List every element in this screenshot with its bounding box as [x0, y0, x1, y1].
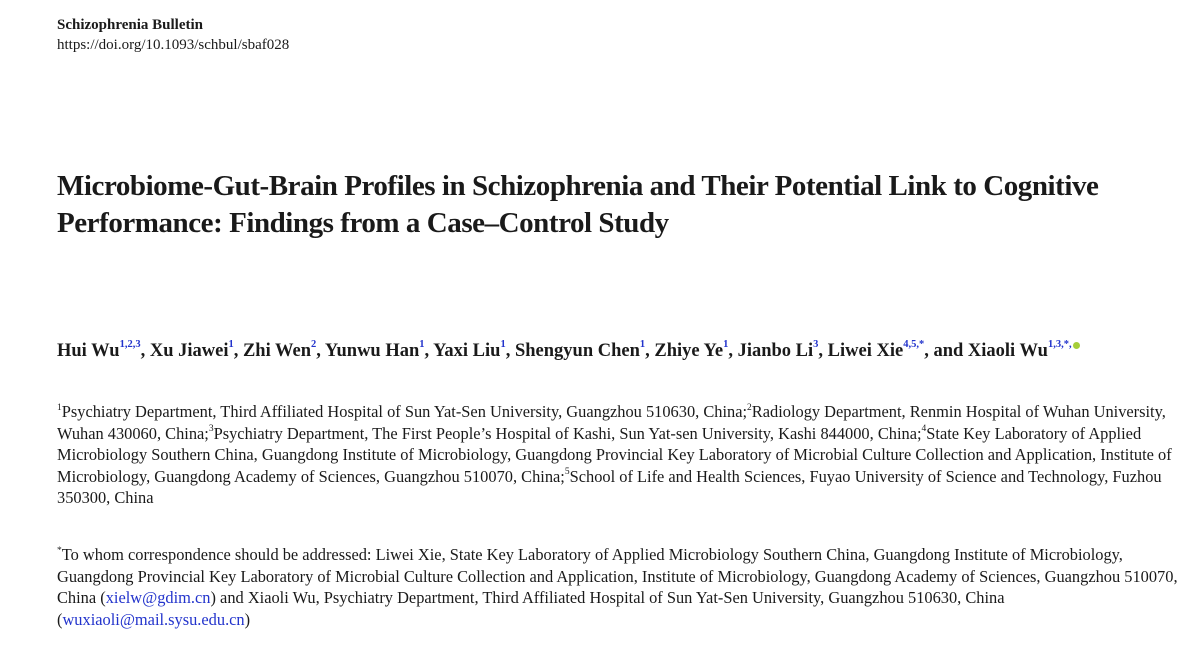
correspondence-note — [57, 544, 1187, 630]
author-separator: , — [424, 341, 434, 361]
author-name[interactable]: Hui Wu — [57, 341, 120, 361]
author-affiliation-ref[interactable]: 1 — [723, 338, 729, 350]
author-affiliation-ref[interactable]: 1 — [419, 338, 425, 350]
affiliation-number: 1 — [57, 402, 62, 413]
author-name[interactable]: Yaxi Liu — [433, 341, 501, 361]
author-separator: , — [818, 341, 828, 361]
journal-header — [57, 15, 289, 55]
author-name[interactable]: Shengyun Chen — [514, 341, 640, 361]
affiliations — [57, 401, 1177, 509]
affiliation-number: 3 — [208, 424, 214, 435]
correspondence-marker: * — [57, 545, 62, 556]
author-affiliation-ref[interactable]: 4,5,* — [903, 338, 925, 350]
affiliation-number: 5 — [564, 467, 570, 478]
author-affiliation-ref[interactable]: 1 — [500, 338, 506, 350]
article-title: Microbiome-Gut-Brain Profiles in Schizophrenia and Their Potential Link to Cognitive Performance: Findings from a Case–Control Study — [57, 170, 1099, 239]
correspondence-text: ) and Xiaoli Wu, Psychiatry Department, Third Affiliated Hospital of Sun Yat-Sen University, Guangzhou 510630, China ( — [57, 588, 1005, 629]
author-separator: , — [316, 341, 325, 361]
author-affiliation-ref[interactable]: 1 — [228, 338, 234, 350]
author-separator: , and — [924, 341, 968, 361]
author-list — [57, 339, 1177, 364]
orcid-icon[interactable] — [1073, 342, 1080, 349]
author-affiliation-ref[interactable]: 1 — [639, 338, 646, 350]
author-affiliation-ref[interactable]: 2 — [311, 338, 317, 350]
author-separator: , — [505, 341, 515, 361]
author-affiliation-ref[interactable]: 3 — [813, 338, 819, 350]
journal-name: Schizophrenia Bulletin — [57, 17, 204, 33]
author-name[interactable]: Zhiye Ye — [654, 341, 724, 361]
author-name[interactable]: Xu Jiawei — [149, 341, 229, 361]
affiliation-text: Psychiatry Department, Third Affiliated Hospital of Sun Yat-Sen University, Guangzhou 510630, China; — [61, 402, 748, 421]
affiliation-text: Psychiatry Department, The First People’s Hospital of Kashi, Sun Yat-sen University, Kashi 844000, China; — [213, 423, 922, 443]
author-separator: , — [140, 341, 150, 361]
author-name[interactable]: Zhi Wen — [242, 341, 311, 361]
affiliation-text: School of Life and Health Sciences, Fuyao University of Science and Technology, Fuzhou 350300, China — [57, 466, 1162, 508]
author-affiliation-ref[interactable]: 1,2,3 — [119, 338, 141, 350]
correspondence-text: ) — [244, 609, 251, 629]
affiliation-number: 4 — [921, 424, 927, 435]
author-separator: , — [233, 341, 243, 361]
affiliation-number: 2 — [747, 402, 752, 413]
author-name[interactable]: Liwei Xie — [827, 341, 904, 361]
doi-link[interactable]: https://doi.org/10.1093/schbul/sbaf028 — [57, 37, 290, 53]
affiliation-text: State Key Laboratory of Applied Microbiology Southern China, Guangdong Institute of Microbiology, Guangdong Provincial Key Laboratory of Microbial Culture Collection and Application, Institute of Microbiology, Guangdong Academy of Sciences, Guangzhou 510070, China; — [57, 423, 1172, 486]
author-separator: , — [645, 341, 655, 361]
email-link-xie[interactable]: xielw@gdim.cn — [105, 588, 211, 608]
correspondence-text: To whom correspondence should be addressed: Liwei Xie, State Key Laboratory of Applied Microbiology Southern China, Guangdong Institute of Microbiology, Guangdong Provincial Key Laboratory of Microbial Culture Collection and Application, Institute of Microbiology, Guangdong Academy of Sciences, Guangzhou 510070, China ( — [57, 545, 1178, 608]
author-name[interactable]: Yunwu Han — [324, 341, 420, 361]
author-separator: , — [728, 341, 738, 361]
affiliation-text: Radiology Department, Renmin Hospital of Wuhan University, Wuhan 430060, China; — [57, 402, 1166, 443]
author-name[interactable]: Jianbo Li — [737, 341, 814, 361]
email-link-wu[interactable]: wuxiaoli@mail.sysu.edu.cn — [62, 609, 245, 629]
author-affiliation-ref[interactable]: 1,3,*, — [1047, 338, 1072, 350]
author-name[interactable]: Xiaoli Wu — [967, 341, 1048, 361]
